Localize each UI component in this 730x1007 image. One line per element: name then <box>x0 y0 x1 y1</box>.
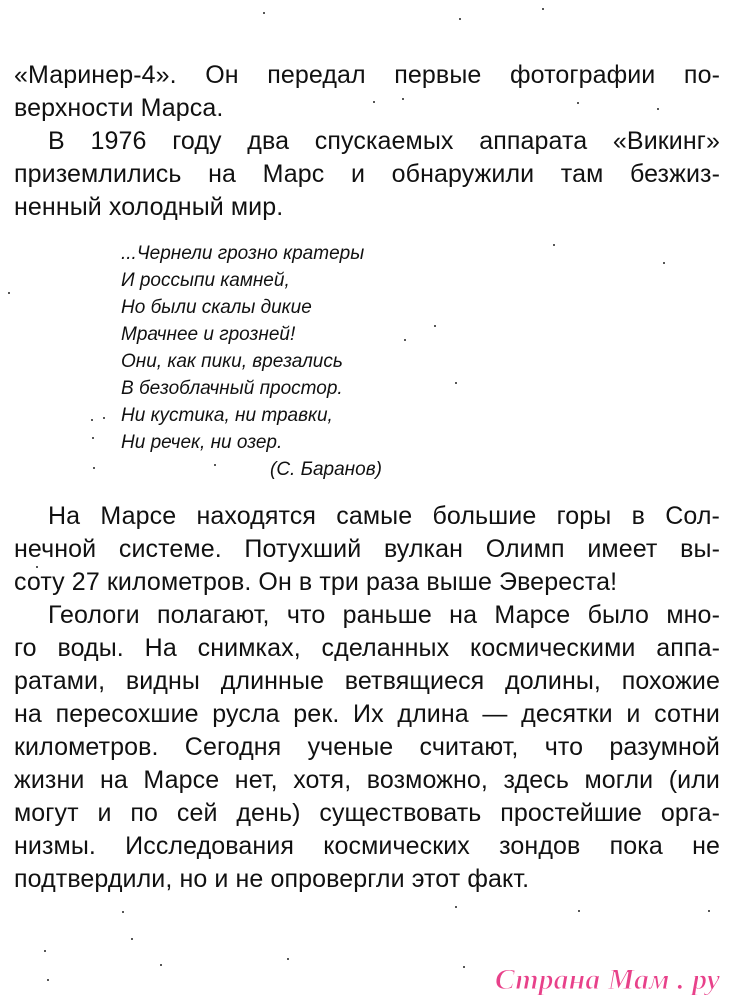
poem-line: Мрачнее и грозней! <box>121 324 296 345</box>
scan-speck <box>553 244 555 246</box>
scan-speck <box>47 979 49 981</box>
scan-speck <box>463 966 465 968</box>
scan-speck <box>93 467 95 469</box>
scan-speck <box>402 98 404 100</box>
poem-line: Они, как пики, врезались <box>121 351 343 372</box>
scan-speck <box>578 910 580 912</box>
paragraph-2-line-2: приземлились на Марс и обнаружили там безжиз- <box>14 160 720 188</box>
scan-speck <box>44 950 46 952</box>
scan-speck <box>663 262 665 264</box>
paragraph-1-line-1: «Маринер-4». Он передал первые фотографии по- <box>14 61 720 89</box>
scan-speck <box>404 339 406 341</box>
scan-speck <box>459 18 461 20</box>
paragraph-2-line-1: В 1976 году два спускаемых аппарата «Викинг» <box>48 127 720 155</box>
poem-line: Ни кустика, ни травки, <box>121 405 333 426</box>
paragraph-4-line-6: жизни на Марсе нет, хотя, возможно, здесь могли (или <box>14 766 720 794</box>
poem-line: ...Чернели грозно кратеры <box>121 243 365 264</box>
scan-speck <box>577 102 579 104</box>
scan-speck <box>8 292 10 294</box>
scan-speck <box>657 108 659 110</box>
scan-speck <box>160 964 162 966</box>
paragraph-3-line-3: соту 27 километров. Он в три раза выше Эвереста! <box>14 568 618 596</box>
paragraph-4-line-7: могут и по сей день) существовать простейшие орга- <box>14 799 720 827</box>
paragraph-3-line-2: нечной системе. Потухший вулкан Олимп имеет вы- <box>14 535 720 563</box>
paragraph-4-line-3: ратами, видны длинные ветвящиеся долины, похожие <box>14 667 720 695</box>
scan-speck <box>122 911 124 913</box>
scan-speck <box>92 437 94 439</box>
paragraph-3-line-1: На Марсе находятся самые большие горы в Сол- <box>48 502 720 530</box>
poem-author: (С. Баранов) <box>270 459 382 480</box>
scan-speck <box>91 419 93 421</box>
poem-line: Ни речек, ни озер. <box>121 432 283 453</box>
scan-speck <box>103 417 105 419</box>
paragraph-4-line-5: километров. Сегодня ученые считают, что разумной <box>14 733 720 761</box>
paragraph-4-line-9: подтвердили, но и не опровергли этот факт. <box>14 865 530 893</box>
poem-line: И россыпи камней, <box>121 270 290 291</box>
paragraph-4-line-2: го воды. На снимках, сделанных космическими аппа- <box>14 634 720 662</box>
scan-speck <box>287 958 289 960</box>
scan-speck <box>373 101 375 103</box>
scan-speck <box>214 464 216 466</box>
paragraph-4-line-8: низмы. Исследования космических зондов пока не <box>14 832 720 860</box>
scan-speck <box>434 325 436 327</box>
scan-speck <box>455 906 457 908</box>
scan-speck <box>131 938 133 940</box>
poem-line: Но были скалы дикие <box>121 297 312 318</box>
scan-speck <box>542 8 544 10</box>
scan-speck <box>263 12 265 14</box>
paragraph-2-line-3: ненный холодный мир. <box>14 193 284 221</box>
scan-speck <box>708 910 710 912</box>
paragraph-4-line-4: на пересохшие русла рек. Их длина — десятки и сотни <box>14 700 720 728</box>
watermark-logo: Страна Мам . ру <box>494 963 720 996</box>
paragraph-1-line-2: верхности Марса. <box>14 94 224 122</box>
scan-speck <box>455 382 457 384</box>
poem-line: В безоблачный простор. <box>121 378 343 399</box>
scan-speck <box>36 566 38 568</box>
paragraph-4-line-1: Геологи полагают, что раньше на Марсе было мно- <box>48 601 720 629</box>
